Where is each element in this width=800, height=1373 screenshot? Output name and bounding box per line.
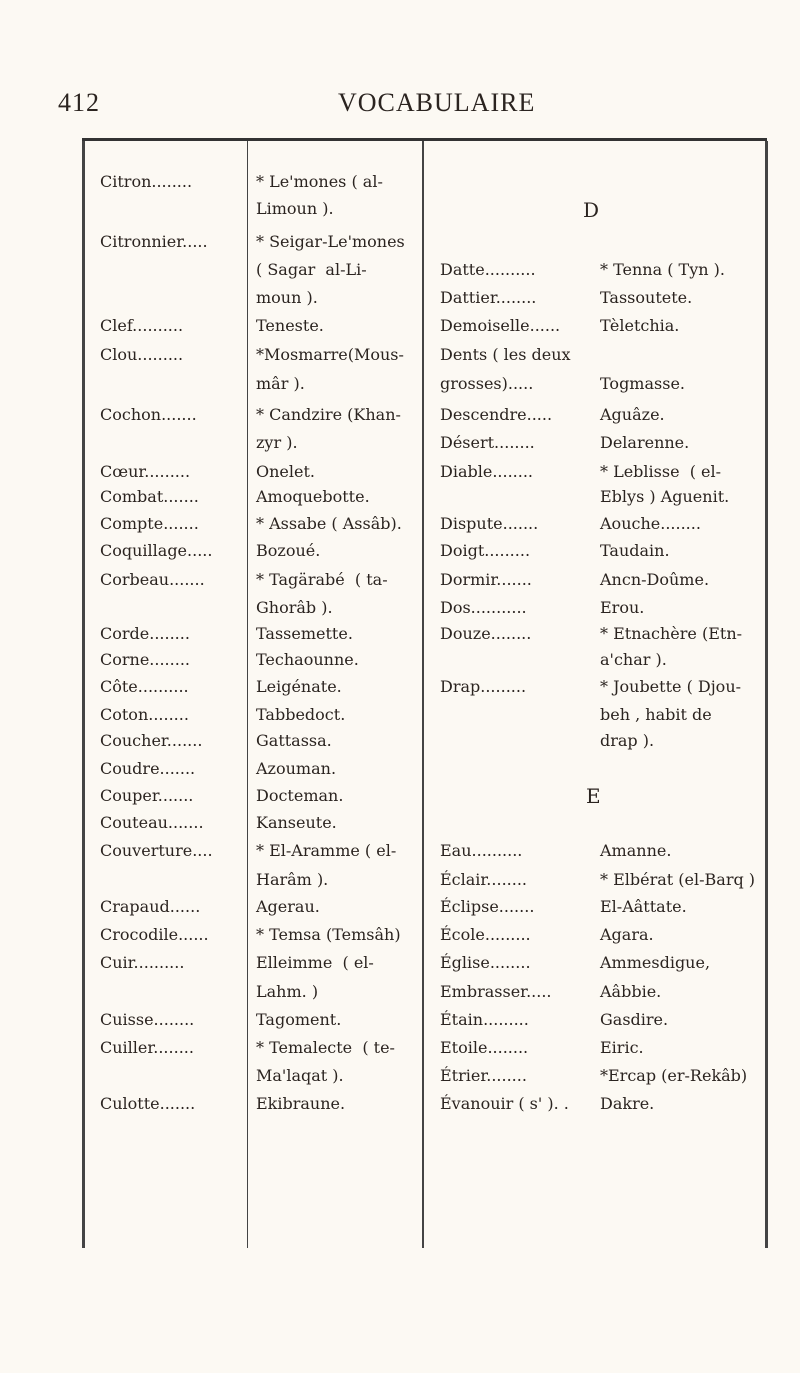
column-rule-1 [247,141,248,1248]
col1-entry: Cuiller........ [100,1038,194,1057]
col2-entry: * El-Aramme ( el- [256,841,397,860]
col1-entry: Crapaud...... [100,897,201,916]
section-letter-e: E [586,784,601,808]
col3-entry: Drap......... [440,677,527,696]
col1-entry: Crocodile...... [100,925,209,944]
col4-entry: beh , habit de [600,705,712,724]
col4-entry: Aguâze. [600,405,665,424]
col2-entry: Elleimme ( el- [256,953,374,972]
col1-entry: Citronnier..... [100,232,208,251]
col4-entry: * Leblisse ( el- [600,462,722,481]
col4-entry: a'char ). [600,650,667,669]
col3-entry: Demoiselle...... [440,316,561,335]
col1-entry: Cochon....... [100,405,197,424]
col3-entry: Eau.......... [440,841,523,860]
col3-entry: Doigt......... [440,541,531,560]
col2-entry: * Seigar-Le'mones [256,232,405,251]
col3-entry: Désert........ [440,433,535,452]
col1-entry: Coquillage..... [100,541,213,560]
col3-entry: Douze........ [440,624,532,643]
col1-entry: Cuisse........ [100,1010,195,1029]
right-rule [765,141,768,1248]
col4-entry: * Elbérat (el-Barq ) [600,870,756,889]
col4-entry: * Tenna ( Tyn ). [600,260,725,279]
col2-entry: * Tagärabé ( ta- [256,570,388,589]
col4-entry: Eblys ) Aguenit. [600,487,730,506]
col2-entry: Tagoment. [256,1010,342,1029]
col2-entry: Bozoué. [256,541,321,560]
col3-entry: Diable........ [440,462,533,481]
col2-entry: Agerau. [256,897,320,916]
col1-entry: Combat....... [100,487,199,506]
col3-entry: Éclipse....... [440,897,535,916]
running-title: VOCABULAIRE [338,88,536,117]
col1-entry: Clef.......... [100,316,184,335]
col2-entry: Kanseute. [256,813,337,832]
col4-entry: Ancn-Doûme. [600,570,710,589]
col3-entry: grosses)..... [440,374,534,393]
col1-entry: Couteau....... [100,813,204,832]
col1-entry: Corde........ [100,624,190,643]
col4-entry: El-Aâttate. [600,897,687,916]
col3-entry: Etoile........ [440,1038,529,1057]
col4-entry: Tèletchia. [600,316,680,335]
column-rule-2 [422,141,424,1248]
col3-entry: Dormir....... [440,570,532,589]
col4-entry: * Etnachère (Etn- [600,624,743,643]
col2-entry: zyr ). [256,433,298,452]
col3-entry: Embrasser..... [440,982,552,1001]
col1-entry: Clou......... [100,345,184,364]
col3-entry: École......... [440,925,531,944]
col2-entry: * Le'mones ( al- [256,172,383,191]
col2-entry: mâr ). [256,374,305,393]
col1-entry: Culotte....... [100,1094,196,1113]
col3-entry: Datte.......... [440,260,536,279]
col3-entry: Dispute....... [440,514,539,533]
col3-entry: Église........ [440,953,531,972]
col4-entry: Amanne. [600,841,672,860]
col3-entry: Évanouir ( s' ). . [440,1094,569,1113]
col4-entry: Taudain. [600,541,670,560]
col2-entry: Limoun ). [256,199,334,218]
col2-entry: Azouman. [256,759,337,778]
col2-entry: Ekibraune. [256,1094,346,1113]
col3-entry: Dents ( les deux [440,345,571,364]
left-rule [82,141,85,1248]
col4-entry: * Joubette ( Djou- [600,677,742,696]
col3-entry: Étain......... [440,1010,529,1029]
col2-entry: Lahm. ) [256,982,319,1001]
col2-entry: * Temsa (Temsâh) [256,925,401,944]
col4-entry: *Ercap (er-Rekâb) [600,1066,748,1085]
col2-entry: Ma'laqat ). [256,1066,344,1085]
col4-entry: Gasdire. [600,1010,669,1029]
col2-entry: Tabbedoct. [256,705,346,724]
col4-entry: Aouche........ [600,514,701,533]
col2-entry: * Temalecte ( te- [256,1038,395,1057]
col4-entry: Aâbbie. [600,982,662,1001]
col3-entry: Étrier........ [440,1066,527,1085]
col4-entry: Agara. [600,925,654,944]
col1-entry: Cuir.......... [100,953,185,972]
col1-entry: Compte....... [100,514,199,533]
col3-entry: Dos........... [440,598,527,617]
col1-entry: Corne........ [100,650,190,669]
col2-entry: Teneste. [256,316,324,335]
col2-entry: ( Sagar al-Li- [256,260,367,279]
col2-entry: Docteman. [256,786,344,805]
col2-entry: *Mosmarre(Mous- [256,345,404,364]
col2-entry: Onelet. [256,462,315,481]
col4-entry: Erou. [600,598,645,617]
col3-entry: Dattier........ [440,288,537,307]
col2-entry: Leigénate. [256,677,342,696]
col1-entry: Coucher....... [100,731,203,750]
col1-entry: Côte.......... [100,677,189,696]
col2-entry: Ghorâb ). [256,598,333,617]
col4-entry: Tassoutete. [600,288,693,307]
col4-entry: Togmasse. [600,374,685,393]
col4-entry: Dakre. [600,1094,655,1113]
col4-entry: Delarenne. [600,433,690,452]
col1-entry: Coton........ [100,705,189,724]
col1-entry: Cœur......... [100,462,191,481]
col2-entry: Gattassa. [256,731,332,750]
col3-entry: Éclair........ [440,870,527,889]
page-number: 412 [58,88,100,117]
col4-entry: Eiric. [600,1038,644,1057]
col2-entry: Techaounne. [256,650,359,669]
col1-entry: Citron........ [100,172,193,191]
section-letter-d: D [583,198,600,222]
col2-entry: moun ). [256,288,318,307]
col2-entry: * Candzire (Khan- [256,405,401,424]
col4-entry: drap ). [600,731,655,750]
col1-entry: Couper....... [100,786,194,805]
col1-entry: Corbeau....... [100,570,205,589]
col4-entry: Ammesdigue, [600,953,711,972]
col2-entry: Harâm ). [256,870,329,889]
col2-entry: * Assabe ( Assâb). [256,514,402,533]
col2-entry: Tassemette. [256,624,353,643]
col2-entry: Amoquebotte. [256,487,370,506]
col1-entry: Couverture.... [100,841,213,860]
col1-entry: Coudre....... [100,759,196,778]
col3-entry: Descendre..... [440,405,553,424]
